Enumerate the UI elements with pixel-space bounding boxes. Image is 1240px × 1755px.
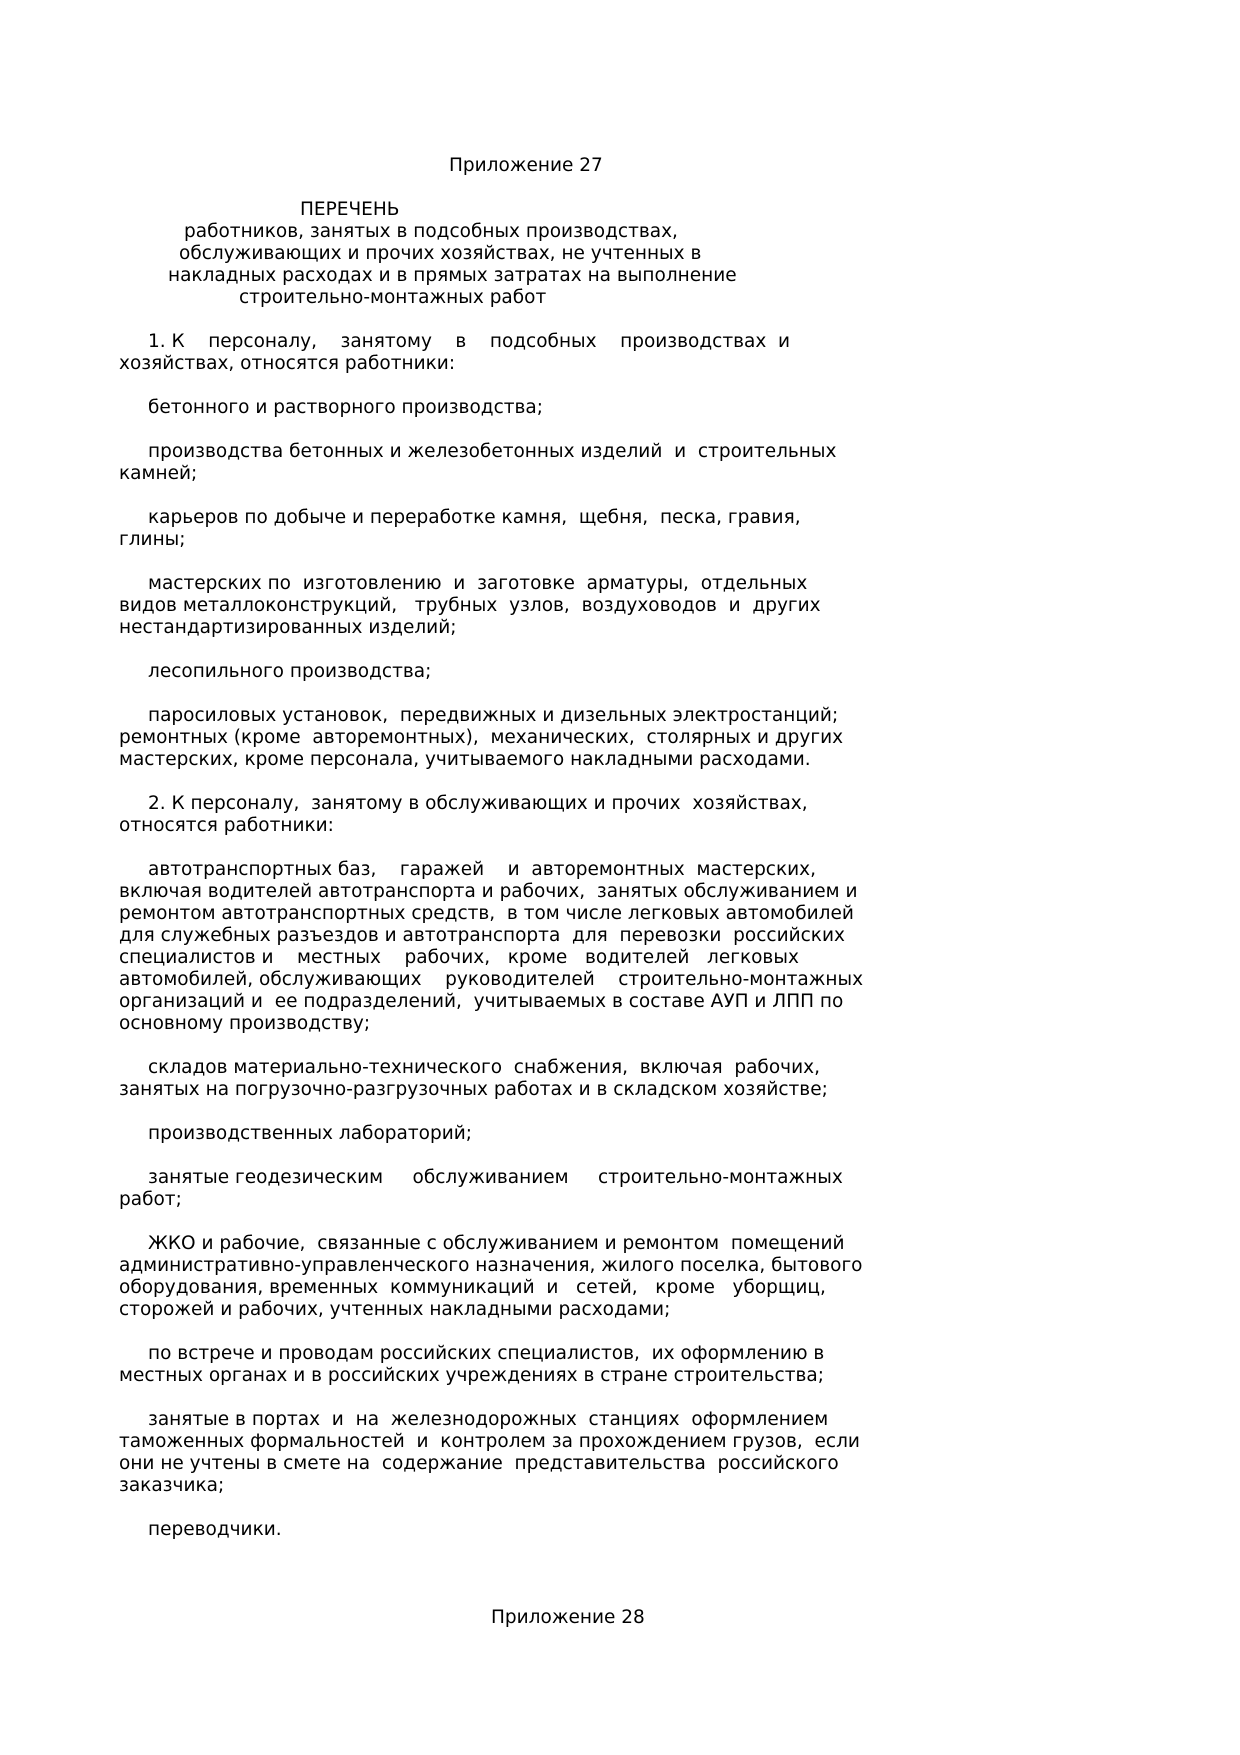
text-line: глины; <box>119 529 186 550</box>
text-line: лесопильного производства; <box>148 661 432 682</box>
text-line: производственных лабораторий; <box>148 1123 472 1144</box>
text-line: хозяйствах, относятся работники: <box>119 353 456 374</box>
text-line: занятые в портах и на железнодорожных станциях оформлением <box>148 1409 829 1430</box>
text-line: относятся работники: <box>119 815 334 836</box>
text-line: оборудования, временных коммуникаций и сетей, кроме уборщиц, <box>119 1277 826 1298</box>
text-line: таможенных формальностей и контролем за прохождением грузов, если <box>119 1431 860 1452</box>
text-line: бетонного и растворного производства; <box>148 397 543 418</box>
subtitle-line: строительно-монтажных работ <box>239 287 547 308</box>
text-line: основному производству; <box>119 1013 371 1034</box>
text-line: они не учтены в смете на содержание представительства российского <box>119 1453 839 1474</box>
text-line: мастерских, кроме персонала, учитываемого накладными расходами. <box>119 749 811 770</box>
text-line: работ; <box>119 1189 182 1210</box>
text-line: ремонтом автотранспортных средств, в том числе легковых автомобилей <box>119 903 854 924</box>
subtitle-line: накладных расходах и в прямых затратах на выполнение <box>168 265 737 286</box>
text-line: автотранспортных баз, гаражей и авторемонтных мастерских, <box>148 859 817 880</box>
text-line: организаций и ее подразделений, учитываемых в составе АУП и ЛПП по <box>119 991 844 1012</box>
text-line: для служебных разъездов и автотранспорта для перевозки российских <box>119 925 845 946</box>
text-line: производства бетонных и железобетонных изделий и строительных <box>148 441 837 462</box>
next-appendix-label: Приложение 28 <box>491 1607 645 1628</box>
text-line: занятых на погрузочно-разгрузочных работах и в складском хозяйстве; <box>119 1079 828 1100</box>
text-line: заказчика; <box>119 1475 225 1496</box>
text-line: автомобилей, обслуживающих руководителей строительно-монтажных <box>119 969 864 990</box>
text-line: 1. К персоналу, занятому в подсобных производствах и <box>148 331 791 352</box>
text-line: видов металлоконструкций, трубных узлов, воздуховодов и других <box>119 595 821 616</box>
text-line: занятые геодезическим обслуживанием строительно-монтажных <box>148 1167 843 1188</box>
text-line: специалистов и местных рабочих, кроме водителей легковых <box>119 947 799 968</box>
text-line: местных органах и в российских учреждениях в стране строительства; <box>119 1365 824 1386</box>
text-line: 2. К персоналу, занятому в обслуживающих и прочих хозяйствах, <box>148 793 808 814</box>
text-line: переводчики. <box>148 1519 282 1540</box>
appendix-label: Приложение 27 <box>449 155 603 176</box>
text-line: сторожей и рабочих, учтенных накладными расходами; <box>119 1299 671 1320</box>
text-line: по встрече и проводам российских специалистов, их оформлению в <box>148 1343 825 1364</box>
text-line: административно-управленческого назначения, жилого поселка, бытового <box>119 1255 863 1276</box>
text-line: камней; <box>119 463 198 484</box>
text-line: складов материально-технического снабжения, включая рабочих, <box>148 1057 820 1078</box>
document-title: ПЕРЕЧЕНЬ <box>300 199 400 220</box>
text-line: мастерских по изготовлению и заготовке арматуры, отдельных <box>148 573 808 594</box>
text-line: ремонтных (кроме авторемонтных), механических, столярных и других <box>119 727 844 748</box>
text-line: ЖКО и рабочие, связанные с обслуживанием и ремонтом помещений <box>148 1233 845 1254</box>
text-line: паросиловых установок, передвижных и дизельных электростанций; <box>148 705 839 726</box>
text-line: нестандартизированных изделий; <box>119 617 457 638</box>
subtitle-line: работников, занятых в подсобных производствах, <box>184 221 678 242</box>
subtitle-line: обслуживающих и прочих хозяйствах, не учтенных в <box>179 243 702 264</box>
text-line: карьеров по добыче и переработке камня, щебня, песка, гравия, <box>148 507 801 528</box>
text-line: включая водителей автотранспорта и рабочих, занятых обслуживанием и <box>119 881 858 902</box>
